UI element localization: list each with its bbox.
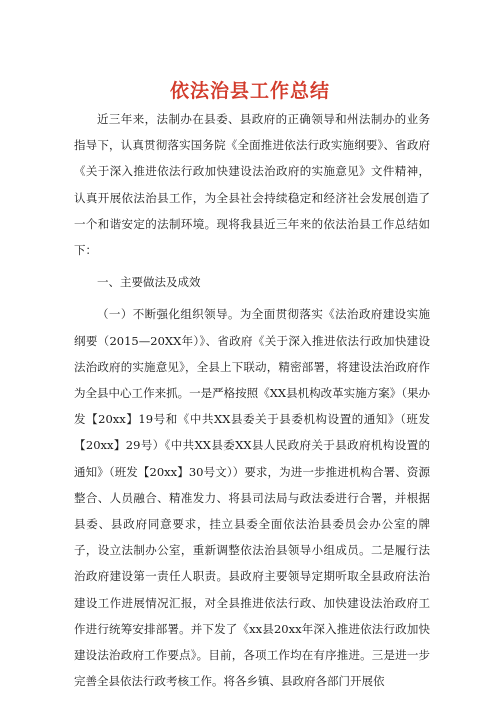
section-heading: 一、主要做法及成效 (97, 275, 201, 290)
document-body (74, 106, 430, 694)
intro-paragraph: 近三年来，法制办在县委、县政府的正确领导和州法制办的业务指导下，认真贯彻落实国务院《全面推进依法行政实施纲要》、省政府《关于深入推进依法行政加快建设法治政府的实施意见》文件精神，认真开展依法治县工作，为全县社会持续稳定和经济社会发展创造了一个和谐安定的法制环境。现将我县近三年来的依法治县工作总结如下： (74, 112, 430, 258)
section-paragraph: （一）不断强化组织领导。为全面贯彻落实《法治政府建设实施纲要（2015—20XX年）》、省政府《关于深入推进依法行政加快建设法治政府的实施意见》，全县上下联动，精密部署，将建设法治政府作为全县中心工作来抓。一是严格按照《XX县机构改革实施方案》（果办发【20xx】19号和《中共XX县委关于县委机构设置的通知》（班发【20xx】29号）《中共XX县委XX县人民政府关于县政府机构设置的通知》（班发【20xx】30号文））要求，为进一步推进机构合署、资源整合、人员融合、精准发力、将县司法局与政法委进行合署，并根据县委、县政府同意要求，挂立县委全面依法治县委员会办公室的牌子，设立法制办公室，重新调整依法治县领导小组成员。二是履行法治政府建设第一责任人职责。县政府主要领导定期听取全县政府法治建设工作进展情况汇报，对全县推进依法行政、加快建设法治政府工作进行统筹安排部署。并下发了《xx县20xx年深入推进依法行政加快建设法治政府工作要点》。目前，各项工作均在有序推进。三是进一步完善全县依法行政考核工作。将各乡镇、县政府各部门开展依 (74, 307, 430, 689)
document-title: 依法治县工作总结 (169, 80, 330, 102)
